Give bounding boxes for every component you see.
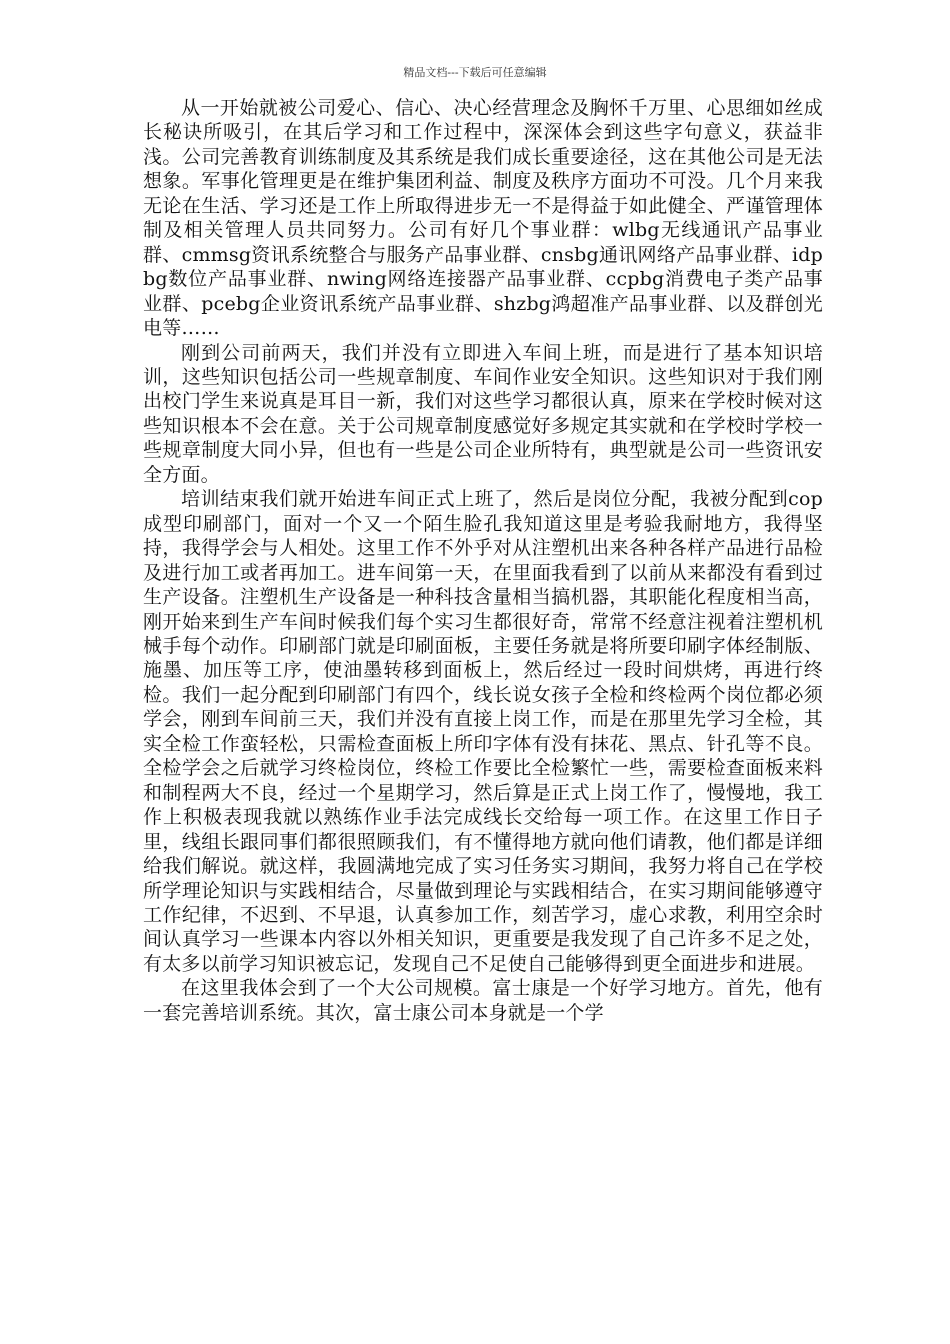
paragraph-workshop: 培训结束我们就开始进车间正式上班了，然后是岗位分配，我被分配到cop成型印刷部门，面对一个又一个陌生脸孔我知道这里是考验我耐地方，我得坚持，我得学会与人相处。这里工作不外乎对从注塑机出来各种各样产品进行品检及进行加工或者再加工。进车间第一天，在里面我看到了以前从来都没有看到过生产设备。注塑机生产设备是一种科技含量相当搞机器，其职能化程度相当高，刚开始来到生产车间时候我们每个实习生都很好奇，常常不经意注视着注塑机机械手每个动作。印刷部门就是印刷面板，主要任务就是将所要印刷字体经制版、施墨、加压等工序，使油墨转移到面板上，然后经过一段时间烘烤，再进行终检。我们一起分配到印刷部门有四个，线长说女孩子全检和终检两个岗位都必须学会，刚到车间前三天，我们并没有直接上岗工作，而是在那里先学习全检，其实全检工作蛮轻松，只需检查面板上所印字体有没有抹花、黑点、针孔等不良。全检学会之后就学习终检岗位，终检工作要比全检繁忙一些，需要检查面板来料和制程两大不良，经过一个星期学习，然后算是正式上岗工作了，慢慢地，我工作上积极表现我就以熟练作业手法完成线长交给每一项工作。在这里工作日子里，线组长跟同事们都很照顾我们，有不懂得地方就向他们请教，他们都是详细给我们解说。就这样，我圆满地完成了实习任务实习期间，我努力将自己在学校所学理论知识与实践相结合，尽量做到理论与实践相结合，在实习期间能够遵守工作纪律，不迟到、不早退，认真参加工作，刻苦学习，虚心求教，利用空余时间认真学习一些课本内容以外相关知识，更重要是我发现了自己许多不足之处，有太多以前学习知识被忘记，发现自己不足使自己能够得到更全面进步和进展。 <box>143 488 823 975</box>
document-body <box>143 96 823 1025</box>
paragraph-training: 刚到公司前两天，我们并没有立即进入车间上班，而是进行了基本知识培训，这些知识包括公司一些规章制度、车间作业安全知识。这些知识对于我们刚出校门学生来说真是耳目一新，我们对这些学习都很认真，原来在学校时候对这些知识根本不会在意。关于公司规章制度感觉好多规定其实就和在学校时学校一些规章制度大同小异，但也有一些是公司企业所特有，典型就是公司一些资讯安全方面。 <box>143 341 823 486</box>
page-header: 精品文档---下载后可任意编辑 <box>403 66 547 79</box>
paragraph-reflection: 在这里我体会到了一个大公司规模。富士康是一个好学习地方。首先，他有一套完善培训系统。其次，富士康公司本身就是一个学 <box>143 977 823 1024</box>
paragraph-company-intro: 从一开始就被公司爱心、信心、决心经营理念及胸怀千万里、心思细如丝成长秘诀所吸引，在其后学习和工作过程中，深深体会到这些字句意义，获益非浅。公司完善教育训练制度及其系统是我们成长重要途径，这在其他公司是无法想象。军事化管理更是在维护集团利益、制度及秩序方面功不可没。几个月来我无论在生活、学习还是工作上所取得进步无一不是得益于如此健全、严谨管理体制及相关管理人员共同努力。公司有好几个事业群：wlbg无线通讯产品事业群、cmmsg资讯系统整合与服务产品事业群、cnsbg通讯网络产品事业群、idpbg数位产品事业群、nwing网络连接器产品事业群、ccpbg消费电子类产品事业群、pcebg企业资讯系统产品事业群、shzbg鸿超准产品事业群、以及群创光电等…… <box>143 97 823 340</box>
